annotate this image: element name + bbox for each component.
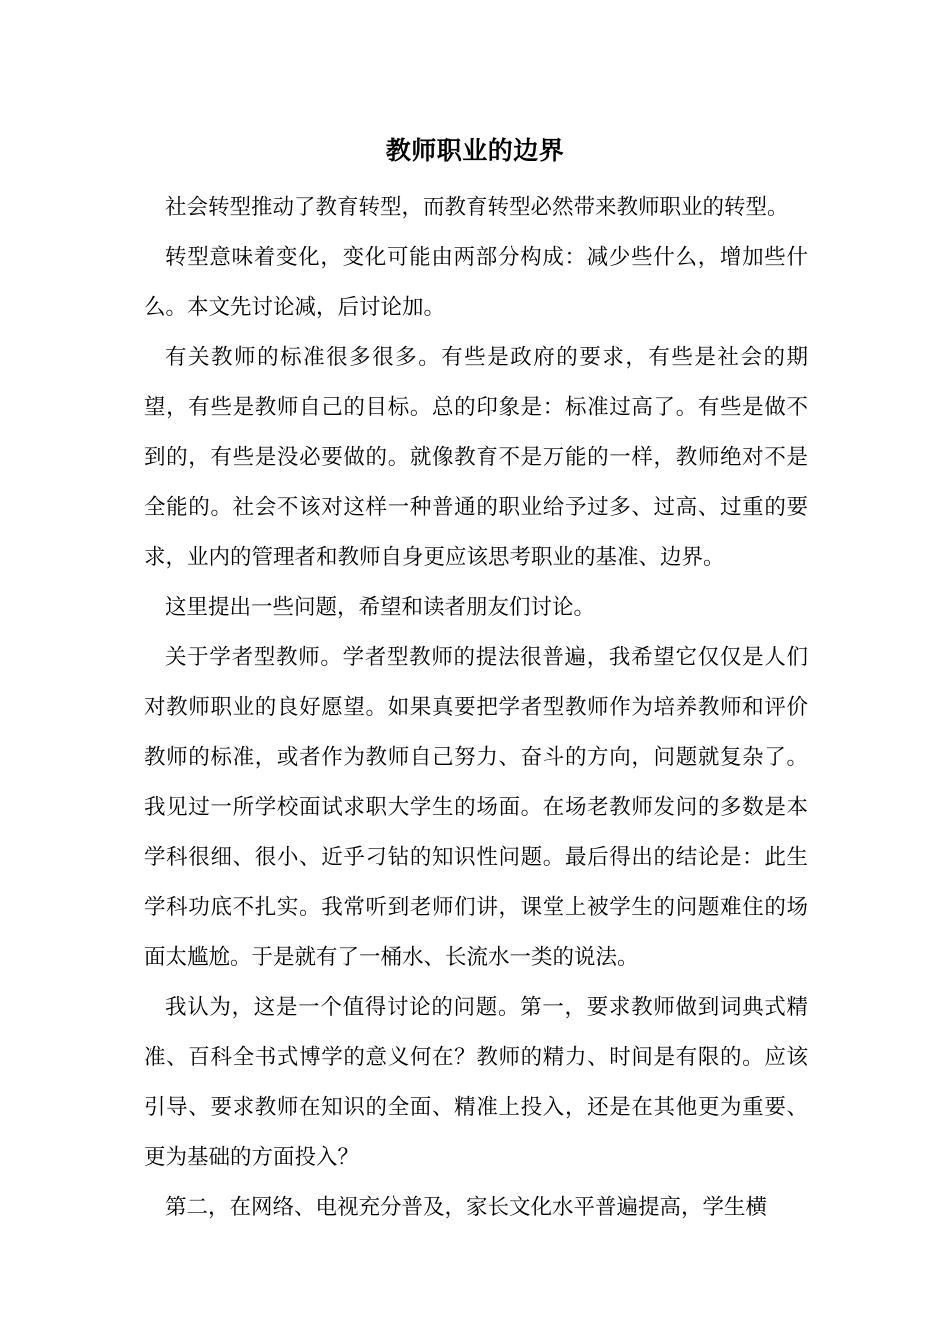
- paragraph: 关于学者型教师。学者型教师的提法很普遍，我希望它仅仅是人们对教师职业的良好愿望。如果真要把学者型教师作为培养教师和评价教师的标准，或者作为教师自己努力、奋斗的方向，问题就复杂了。我见过一所学校面试求职大学生的场面。在场老教师发问的多数是本学科很细、很小、近乎刁钻的知识性问题。最后得出的结论是：此生学科功底不扎实。我常听到老师们讲，课堂上被学生的问题难住的场面太尴尬。于是就有了一桶水、长流水一类的说法。: [144, 645, 808, 970]
- paragraph: 我认为，这是一个值得讨论的问题。第一，要求教师做到词典式精准、百科全书式博学的意义何在？教师的精力、时间是有限的。应该引导、要求教师在知识的全面、精准上投入，还是在其他更为重要、更为基础的方面投入？: [144, 995, 808, 1170]
- paragraph: 第二，在网络、电视充分普及，家长文化水平普遍提高，学生横: [165, 1195, 768, 1220]
- paragraph: 社会转型推动了教育转型，而教育转型必然带来教师职业的转型。: [165, 195, 789, 220]
- paragraph: 转型意味着变化，变化可能由两部分构成：减少些什么，增加些什么。本文先讨论减，后讨论加。: [144, 245, 808, 320]
- document-body: [144, 183, 808, 1233]
- document-title: 教师职业的边界: [385, 136, 565, 165]
- paragraph: 这里提出一些问题，希望和读者朋友们讨论。: [165, 595, 596, 620]
- paragraph: 有关教师的标准很多很多。有些是政府的要求，有些是社会的期望，有些是教师自己的目标。总的印象是：标准过高了。有些是做不到的，有些是没必要做的。就像教育不是万能的一样，教师绝对不是全能的。社会不该对这样一种普通的职业给予过多、过高、过重的要求，业内的管理者和教师自身更应该思考职业的基准、边界。: [144, 345, 808, 570]
